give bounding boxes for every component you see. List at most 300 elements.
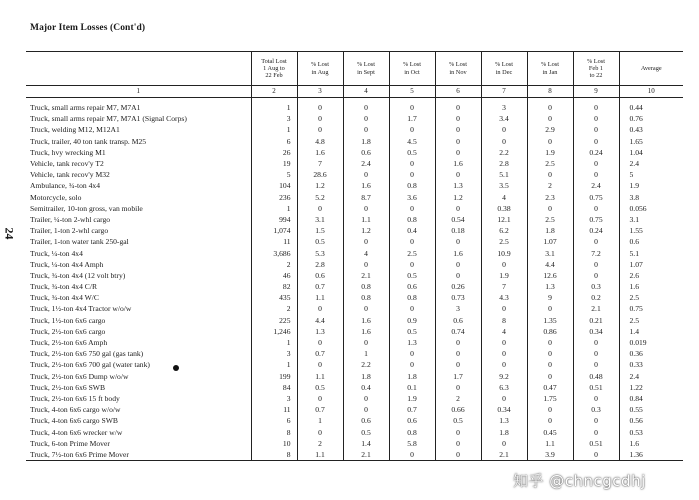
- value-cell: 2.1: [343, 270, 389, 281]
- value-cell: 3.1: [297, 214, 343, 225]
- value-cell: 1.3: [527, 281, 573, 292]
- item-name-cell: Truck, small arms repair M7, M7A1 (Signal Corps): [30, 114, 187, 124]
- value-cell: 0.8: [389, 214, 435, 225]
- value-cell: 2.1: [573, 303, 619, 314]
- item-name-cell: Truck, 4-ton 6x6 cargo w/o/w: [30, 405, 121, 415]
- value-cell: 0.73: [435, 292, 481, 303]
- value-cell: 2.1: [481, 449, 527, 461]
- page-number: 24: [2, 227, 17, 240]
- table-row: [26, 326, 683, 337]
- column-number: 2: [251, 86, 297, 98]
- value-cell: 0: [435, 98, 481, 114]
- value-cell: 1.4: [619, 326, 683, 337]
- table-row: [26, 247, 683, 258]
- value-cell: 0: [435, 236, 481, 247]
- column-number: 5: [389, 86, 435, 98]
- value-cell: 9.2: [481, 371, 527, 382]
- value-cell: 0.2: [573, 292, 619, 303]
- value-cell: 0.8: [389, 426, 435, 437]
- table-row: [26, 270, 683, 281]
- item-name-cell: Trailer, 1-ton water tank 250-gal: [30, 237, 129, 247]
- value-cell: 1.55: [619, 225, 683, 236]
- table-row: [26, 303, 683, 314]
- header-row: [26, 52, 683, 86]
- value-cell: 0.38: [481, 203, 527, 214]
- value-cell: 0: [481, 348, 527, 359]
- value-cell: 0.48: [573, 371, 619, 382]
- value-cell: 1.1: [343, 214, 389, 225]
- value-cell: 4: [343, 247, 389, 258]
- value-cell: 2: [251, 303, 297, 314]
- value-cell: 10: [251, 438, 297, 449]
- value-cell: 3: [251, 113, 297, 124]
- value-cell: 1.6: [343, 326, 389, 337]
- value-cell: 4: [481, 192, 527, 203]
- value-cell: 0: [481, 438, 527, 449]
- value-cell: 1: [251, 203, 297, 214]
- value-cell: 0: [573, 426, 619, 437]
- value-cell: 0: [297, 393, 343, 404]
- value-cell: 0: [435, 337, 481, 348]
- page-title: Major Item Losses (Cont'd): [30, 23, 146, 33]
- value-cell: 1.3: [389, 337, 435, 348]
- value-cell: 2.4: [343, 158, 389, 169]
- watermark: 知乎 @chncgcdhj: [513, 472, 646, 490]
- column-header: Average: [619, 52, 683, 86]
- value-cell: 2: [527, 180, 573, 191]
- value-cell: 0: [297, 203, 343, 214]
- table-row: [26, 449, 683, 461]
- value-cell: 104: [251, 180, 297, 191]
- value-cell: 3: [251, 348, 297, 359]
- item-name-cell: Truck, welding M12, M12A1: [30, 125, 120, 135]
- item-name-cell: Motorcycle, solo: [30, 192, 82, 202]
- value-cell: 0: [343, 393, 389, 404]
- value-cell: 0.36: [619, 348, 683, 359]
- item-name-cell: Truck, ¼-ton 4x4 Amph: [30, 259, 104, 269]
- value-cell: 0.34: [573, 326, 619, 337]
- value-cell: 0.51: [573, 438, 619, 449]
- value-cell: 0: [573, 236, 619, 247]
- value-cell: 0: [527, 348, 573, 359]
- table-row: [26, 404, 683, 415]
- value-cell: 0: [297, 359, 343, 370]
- value-cell: 0: [481, 337, 527, 348]
- value-cell: 1: [251, 337, 297, 348]
- value-cell: 0.53: [619, 426, 683, 437]
- value-cell: 0: [389, 236, 435, 247]
- value-cell: 0.34: [481, 404, 527, 415]
- value-cell: 0: [343, 124, 389, 135]
- value-cell: 2.3: [527, 192, 573, 203]
- value-cell: 0.056: [619, 203, 683, 214]
- value-cell: 0: [435, 426, 481, 437]
- value-cell: 0: [573, 348, 619, 359]
- value-cell: 0.84: [619, 393, 683, 404]
- item-name-cell: Truck, 1½-ton 6x6 cargo: [30, 315, 106, 325]
- item-name-cell: Vehicle, tank recov'y M32: [30, 170, 110, 180]
- value-cell: 2.2: [481, 147, 527, 158]
- value-cell: 0: [481, 303, 527, 314]
- value-cell: 1.36: [619, 449, 683, 461]
- value-cell: 0: [573, 337, 619, 348]
- value-cell: 8: [481, 315, 527, 326]
- value-cell: 0: [573, 203, 619, 214]
- table-body: [26, 98, 683, 461]
- value-cell: 2: [297, 438, 343, 449]
- item-name-cell: Ambulance, ¾-ton 4x4: [30, 181, 101, 191]
- value-cell: 4.3: [481, 292, 527, 303]
- value-cell: 0: [527, 404, 573, 415]
- value-cell: 0: [527, 169, 573, 180]
- value-cell: 5.1: [481, 169, 527, 180]
- column-number: 4: [343, 86, 389, 98]
- value-cell: 0: [435, 382, 481, 393]
- value-cell: 0: [527, 415, 573, 426]
- value-cell: 0.21: [573, 315, 619, 326]
- value-cell: 2.8: [297, 259, 343, 270]
- value-cell: 4.5: [389, 136, 435, 147]
- item-name-cell: Truck, trailer, 40 ton tank transp. M25: [30, 136, 147, 146]
- value-cell: 0.5: [389, 270, 435, 281]
- value-cell: 1.6: [619, 438, 683, 449]
- value-cell: 0: [435, 259, 481, 270]
- item-name-cell: Truck, 2½-ton 6x6 750 gal (gas tank): [30, 349, 144, 359]
- value-cell: 199: [251, 371, 297, 382]
- value-cell: 0.4: [343, 382, 389, 393]
- value-cell: 0: [435, 113, 481, 124]
- item-name-cell: Truck, ¼-ton 4x4: [30, 248, 83, 258]
- column-number: 9: [573, 86, 619, 98]
- value-cell: 1.6: [343, 180, 389, 191]
- major-item-losses-table: [26, 51, 683, 461]
- value-cell: 0.5: [389, 147, 435, 158]
- value-cell: 0: [527, 113, 573, 124]
- value-cell: 1.6: [343, 315, 389, 326]
- value-cell: 0.44: [619, 98, 683, 114]
- table-row: [26, 292, 683, 303]
- item-name-cell: Trailer, ¼-ton 2-whl cargo: [30, 214, 111, 224]
- column-number: 8: [527, 86, 573, 98]
- value-cell: 0: [481, 136, 527, 147]
- value-cell: 225: [251, 315, 297, 326]
- value-cell: 0.7: [297, 404, 343, 415]
- value-cell: 2.5: [527, 214, 573, 225]
- value-cell: 0: [389, 303, 435, 314]
- table-row: [26, 203, 683, 214]
- table-row: [26, 158, 683, 169]
- value-cell: 2: [435, 393, 481, 404]
- value-cell: 10.9: [481, 247, 527, 258]
- value-cell: 0: [389, 203, 435, 214]
- column-header: % Lost Feb 1 to 22: [573, 52, 619, 86]
- value-cell: 3: [481, 98, 527, 114]
- value-cell: 3.4: [481, 113, 527, 124]
- value-cell: 3,686: [251, 247, 297, 258]
- value-cell: 0: [573, 359, 619, 370]
- value-cell: 0.4: [389, 225, 435, 236]
- table-row: [26, 113, 683, 124]
- value-cell: 0: [297, 98, 343, 114]
- value-cell: 7.2: [573, 247, 619, 258]
- value-cell: 0.6: [343, 147, 389, 158]
- value-cell: 1.2: [435, 192, 481, 203]
- value-cell: 6.2: [481, 225, 527, 236]
- column-header: % Lost in Dec: [481, 52, 527, 86]
- value-cell: 1.2: [343, 225, 389, 236]
- value-cell: 0.3: [573, 404, 619, 415]
- value-cell: 11: [251, 404, 297, 415]
- value-cell: 2.5: [389, 247, 435, 258]
- item-name-cell: Truck, ¾-ton 4x4 C/R: [30, 282, 98, 292]
- value-cell: 8.7: [343, 192, 389, 203]
- value-cell: 0: [481, 393, 527, 404]
- value-cell: 0.76: [619, 113, 683, 124]
- value-cell: 0: [435, 449, 481, 461]
- value-cell: 0.56: [619, 415, 683, 426]
- value-cell: 0: [297, 113, 343, 124]
- value-cell: 2.5: [481, 236, 527, 247]
- value-cell: 4.4: [527, 259, 573, 270]
- value-cell: 19: [251, 158, 297, 169]
- value-cell: 1.1: [297, 292, 343, 303]
- item-name-cell: Truck, 2½-ton 6x6 15 ft body: [30, 393, 120, 403]
- value-cell: 0.54: [435, 214, 481, 225]
- value-cell: 3.1: [619, 214, 683, 225]
- value-cell: 6: [251, 136, 297, 147]
- value-cell: 1.1: [527, 438, 573, 449]
- value-cell: 0.8: [389, 180, 435, 191]
- value-cell: 1.8: [343, 371, 389, 382]
- value-cell: 4.4: [297, 315, 343, 326]
- ink-dot: [173, 365, 179, 371]
- value-cell: 1.6: [619, 281, 683, 292]
- value-cell: 0: [573, 158, 619, 169]
- value-cell: 0.26: [435, 281, 481, 292]
- value-cell: 6: [251, 415, 297, 426]
- value-cell: 1.8: [343, 136, 389, 147]
- table-row: [26, 225, 683, 236]
- column-header: % Lost in Aug: [297, 52, 343, 86]
- value-cell: 2.4: [619, 158, 683, 169]
- value-cell: 5: [251, 169, 297, 180]
- value-cell: 0: [343, 169, 389, 180]
- value-cell: 0.75: [573, 214, 619, 225]
- value-cell: 0.47: [527, 382, 573, 393]
- table-row: [26, 169, 683, 180]
- value-cell: 0: [573, 124, 619, 135]
- value-cell: 0.75: [573, 192, 619, 203]
- value-cell: 2.9: [527, 124, 573, 135]
- value-cell: 0: [343, 259, 389, 270]
- value-cell: 2.6: [619, 270, 683, 281]
- value-cell: 9: [527, 292, 573, 303]
- item-name-cell: Trailer, 1-ton 2-whl cargo: [30, 226, 109, 236]
- value-cell: 8: [251, 449, 297, 461]
- column-number-row: [26, 86, 683, 98]
- value-cell: 6.3: [481, 382, 527, 393]
- column-header: Total Lost 1 Aug to 22 Feb: [251, 52, 297, 86]
- table-row: [26, 426, 683, 437]
- table-row: [26, 259, 683, 270]
- value-cell: 1,074: [251, 225, 297, 236]
- column-header: % Lost in Jan: [527, 52, 573, 86]
- value-cell: 4.8: [297, 136, 343, 147]
- value-cell: 0.74: [435, 326, 481, 337]
- value-cell: 0.43: [619, 124, 683, 135]
- value-cell: 5.2: [297, 192, 343, 203]
- value-cell: 3.9: [527, 449, 573, 461]
- value-cell: 0: [343, 98, 389, 114]
- value-cell: 7: [481, 281, 527, 292]
- value-cell: 0.6: [389, 415, 435, 426]
- value-cell: 8: [251, 426, 297, 437]
- value-cell: 0: [297, 303, 343, 314]
- value-cell: 5.8: [389, 438, 435, 449]
- value-cell: 0.24: [573, 147, 619, 158]
- value-cell: 0.55: [619, 404, 683, 415]
- table-row: [26, 147, 683, 158]
- table-row: [26, 393, 683, 404]
- value-cell: 0: [435, 270, 481, 281]
- value-cell: 1: [297, 415, 343, 426]
- value-cell: 0: [389, 158, 435, 169]
- table-row: [26, 214, 683, 225]
- value-cell: 0: [527, 337, 573, 348]
- value-cell: 0.9: [389, 315, 435, 326]
- value-cell: 0: [573, 415, 619, 426]
- value-cell: 7: [297, 158, 343, 169]
- item-name-cell: Truck, ¾-ton 4x4 W/C: [30, 293, 99, 303]
- value-cell: 0: [573, 98, 619, 114]
- value-cell: 1,246: [251, 326, 297, 337]
- value-cell: 5: [619, 169, 683, 180]
- value-cell: 1.9: [619, 180, 683, 191]
- value-cell: 0.86: [527, 326, 573, 337]
- value-cell: 0.5: [343, 426, 389, 437]
- table-row: [26, 236, 683, 247]
- item-name-cell: Semitrailer, 10-ton gross, van mobile: [30, 203, 143, 213]
- value-cell: 3.6: [389, 192, 435, 203]
- value-cell: 1.1: [297, 371, 343, 382]
- value-cell: 435: [251, 292, 297, 303]
- value-cell: 3.8: [619, 192, 683, 203]
- value-cell: 3: [251, 393, 297, 404]
- value-cell: 3.5: [481, 180, 527, 191]
- column-header: % Lost in Sept: [343, 52, 389, 86]
- value-cell: 2.8: [481, 158, 527, 169]
- value-cell: 1.6: [435, 158, 481, 169]
- value-cell: 0.5: [297, 382, 343, 393]
- value-cell: 2.4: [573, 180, 619, 191]
- column-header: % Lost in Nov: [435, 52, 481, 86]
- value-cell: 0: [435, 359, 481, 370]
- value-cell: 0.6: [619, 236, 683, 247]
- value-cell: 0: [343, 113, 389, 124]
- value-cell: 0.8: [389, 292, 435, 303]
- column-number: 10: [619, 86, 683, 98]
- column-number: 6: [435, 86, 481, 98]
- value-cell: 0: [389, 98, 435, 114]
- item-name-cell: Truck, ¾-ton 4x4 (12 volt btry): [30, 270, 126, 280]
- value-cell: 0.6: [343, 415, 389, 426]
- value-cell: 82: [251, 281, 297, 292]
- value-cell: 0: [435, 203, 481, 214]
- value-cell: 0: [573, 393, 619, 404]
- value-cell: 1.9: [527, 147, 573, 158]
- value-cell: 1.35: [527, 315, 573, 326]
- value-cell: 2: [251, 259, 297, 270]
- value-cell: 1: [251, 124, 297, 135]
- value-cell: 0: [573, 113, 619, 124]
- value-cell: 0: [343, 337, 389, 348]
- value-cell: 1.07: [527, 236, 573, 247]
- value-cell: 0: [389, 124, 435, 135]
- table-row: [26, 180, 683, 191]
- value-cell: 0: [297, 337, 343, 348]
- column-number: 1: [26, 86, 251, 98]
- value-cell: 0: [389, 359, 435, 370]
- item-name-cell: Truck, 2½-ton 6x6 SWB: [30, 382, 106, 392]
- value-cell: 3: [435, 303, 481, 314]
- value-cell: 0: [481, 124, 527, 135]
- value-cell: 0.5: [389, 326, 435, 337]
- value-cell: 0.33: [619, 359, 683, 370]
- value-cell: 1: [251, 359, 297, 370]
- table-row: [26, 382, 683, 393]
- value-cell: 0: [343, 236, 389, 247]
- value-cell: 1.8: [389, 371, 435, 382]
- value-cell: 1.4: [343, 438, 389, 449]
- table-row: [26, 415, 683, 426]
- value-cell: 0: [435, 438, 481, 449]
- value-cell: 1.7: [389, 113, 435, 124]
- value-cell: 1.8: [527, 225, 573, 236]
- value-cell: 0: [435, 169, 481, 180]
- value-cell: 0.6: [435, 315, 481, 326]
- value-cell: 994: [251, 214, 297, 225]
- value-cell: 1.9: [481, 270, 527, 281]
- value-cell: 0: [527, 359, 573, 370]
- value-cell: 2.1: [343, 449, 389, 461]
- value-cell: 0: [389, 259, 435, 270]
- value-cell: 1.22: [619, 382, 683, 393]
- value-cell: 1.07: [619, 259, 683, 270]
- value-cell: 1.5: [297, 225, 343, 236]
- value-cell: 0: [527, 371, 573, 382]
- table-row: [26, 315, 683, 326]
- item-name-cell: Truck, 2½-ton 6x6 Dump w/o/w: [30, 371, 129, 381]
- value-cell: 0: [389, 169, 435, 180]
- value-cell: 1.3: [481, 415, 527, 426]
- table-row: [26, 337, 683, 348]
- value-cell: 1.7: [435, 371, 481, 382]
- value-cell: 1.75: [527, 393, 573, 404]
- item-name-cell: Truck, 2½-ton 6x6 cargo: [30, 326, 106, 336]
- item-name-cell: Truck, 2½-ton 6x6 700 gal (water tank): [30, 360, 150, 370]
- table-row: [26, 136, 683, 147]
- item-name-cell: Truck, hvy wrecking M1: [30, 147, 106, 157]
- value-cell: 5.3: [297, 247, 343, 258]
- value-cell: 12.6: [527, 270, 573, 281]
- column-number: 7: [481, 86, 527, 98]
- value-cell: 1: [251, 98, 297, 114]
- value-cell: 2.5: [527, 158, 573, 169]
- value-cell: 0.18: [435, 225, 481, 236]
- value-cell: 0.7: [297, 348, 343, 359]
- value-cell: 0: [389, 348, 435, 359]
- value-cell: 0.24: [573, 225, 619, 236]
